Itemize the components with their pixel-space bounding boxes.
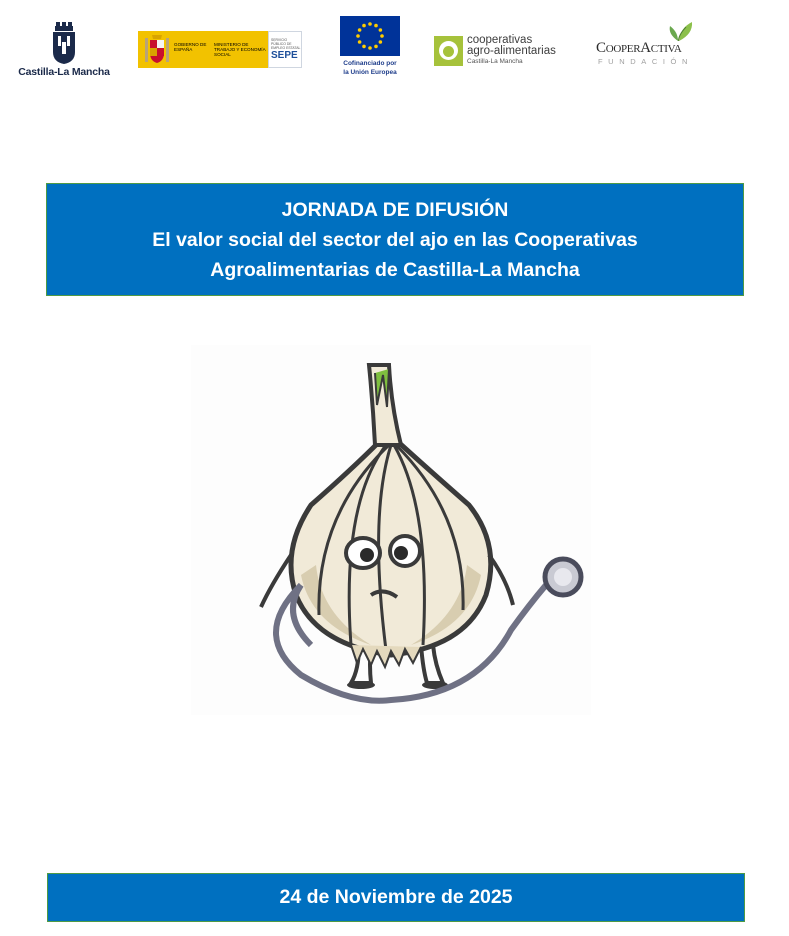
- eu-text-line1: Cofinanciado por: [343, 60, 397, 67]
- cooperativas-agroalimentarias-logo: [434, 34, 564, 70]
- garlic-with-stethoscope-icon: [191, 345, 591, 715]
- sprout-leaf-icon: [666, 20, 694, 42]
- spain-coat-of-arms-icon: [143, 35, 171, 64]
- sepe-text: SEPE: [271, 50, 298, 61]
- cooperativas-text-line1: cooperativas: [467, 34, 533, 46]
- garlic-doctor-illustration: [191, 345, 591, 715]
- event-title-banner: [46, 183, 744, 296]
- title-line-2: El valor social del sector del ajo en las Cooperativas: [152, 229, 638, 251]
- sepe-box: [268, 31, 302, 68]
- eu-cofinanced-logo: [339, 16, 401, 80]
- castilla-logo-text: Castilla-La Mancha: [18, 66, 110, 78]
- sepe-small-text: SERVICIO PÚBLICO DE EMPLEO ESTATAL: [271, 38, 301, 50]
- gobierno-sepe-logo: [138, 31, 302, 68]
- event-date-banner: [47, 873, 745, 922]
- title-line-1: JORNADA DE DIFUSIÓN: [281, 199, 509, 221]
- event-date: 24 de Noviembre de 2025: [279, 886, 513, 908]
- eu-text-line2: la Unión Europea: [343, 69, 397, 76]
- castilla-la-mancha-logo: [16, 22, 112, 82]
- logo-strip: [0, 0, 789, 100]
- cooperactiva-fundacion-logo: [594, 20, 709, 68]
- gobierno-text: GOBIERNO DE ESPAÑA: [174, 42, 207, 52]
- ministerio-text: MINISTERIO DE TRABAJO Y ECONOMÍA SOCIAL: [214, 42, 266, 57]
- title-line-3: Agroalimentarias de Castilla-La Mancha: [210, 259, 580, 281]
- cooperactiva-name: CooperActiva: [596, 40, 682, 56]
- cooperactiva-sub: FUNDACIÓN: [598, 57, 693, 66]
- eu-flag-icon: [340, 16, 400, 56]
- castle-crown-icon: [50, 22, 78, 64]
- cooperativas-mark-icon: [434, 36, 463, 66]
- cooperativas-text-line3: Castilla-La Mancha: [467, 58, 523, 65]
- cooperativas-text-line2: agro-alimentarias: [467, 45, 556, 57]
